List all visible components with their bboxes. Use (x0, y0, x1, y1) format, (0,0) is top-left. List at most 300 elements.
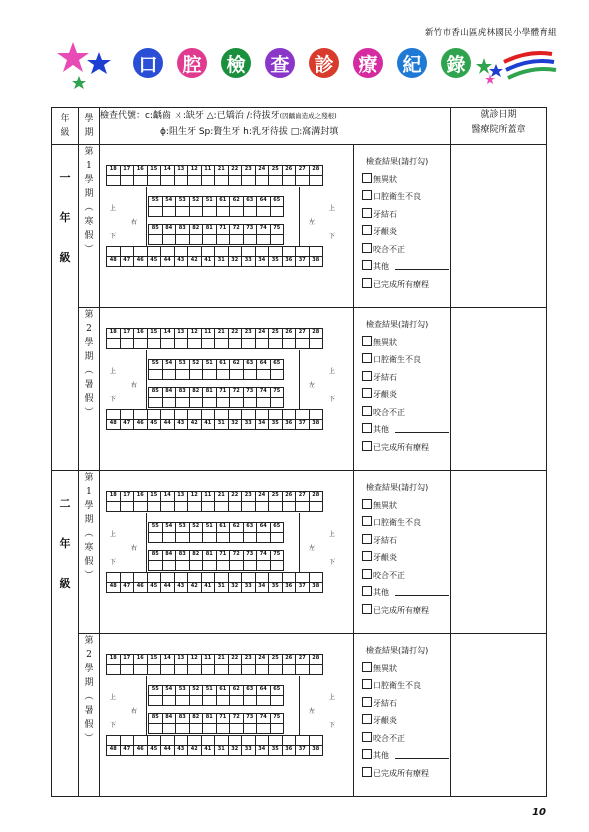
result-checkbox[interactable] (362, 569, 372, 579)
tooth-mark-cell[interactable] (269, 247, 283, 257)
tooth-number: 28 (309, 655, 323, 665)
tooth-mark-cell[interactable] (309, 410, 323, 420)
tooth-mark-cell[interactable] (255, 502, 269, 512)
tooth-number: 48 (107, 257, 121, 267)
tooth-mark-cell[interactable] (134, 247, 148, 257)
tooth-mark-cell[interactable] (188, 665, 202, 675)
tooth-mark-cell[interactable] (255, 410, 269, 420)
tooth-number: 33 (242, 583, 256, 593)
tooth-number: 74 (257, 388, 271, 398)
tooth-mark-cell[interactable] (161, 410, 175, 420)
tooth-number: 13 (174, 329, 188, 339)
exam-result-title: 檢查結果(請打勾) (366, 157, 429, 166)
result-item[interactable] (362, 421, 449, 439)
tooth-mark-cell[interactable] (309, 247, 323, 257)
tooth-mark-cell[interactable] (269, 176, 283, 186)
quadrant-label: 右 (131, 219, 138, 226)
tooth-mark-cell[interactable] (120, 573, 134, 583)
tooth-mark-cell[interactable] (201, 247, 215, 257)
tooth-mark-cell[interactable] (296, 339, 310, 349)
tooth-mark-cell[interactable] (228, 410, 242, 420)
tooth-mark-cell[interactable] (161, 339, 175, 349)
tooth-mark-cell[interactable] (215, 502, 229, 512)
result-checkbox[interactable] (362, 353, 372, 363)
codes-line2: ϕ:阻生牙 Sp:贅生牙 h:乳牙待拔 □:窩溝封填 (160, 127, 339, 137)
tooth-mark-cell[interactable] (269, 502, 283, 512)
tooth-mark-cell[interactable] (147, 247, 161, 257)
result-item[interactable] (362, 188, 449, 206)
tooth-chart (100, 145, 353, 305)
tooth-number: 28 (309, 492, 323, 502)
result-item[interactable] (362, 351, 449, 369)
grade-label: 一 年 級 (52, 145, 79, 471)
tooth-mark-cell[interactable] (215, 573, 229, 583)
result-item[interactable] (362, 223, 449, 241)
tooth-mark-cell[interactable] (147, 176, 161, 186)
tooth-mark-cell[interactable] (215, 247, 229, 257)
tooth-number: 44 (161, 583, 175, 593)
codes-line1: c:齲齒 ㄨ:缺牙 △:已矯治 /:待拔牙 (145, 111, 280, 121)
tooth-mark-cell[interactable] (269, 410, 283, 420)
result-item[interactable] (362, 747, 449, 765)
result-item[interactable] (362, 712, 449, 730)
tooth-chart-cell (100, 471, 354, 634)
tooth-number: 48 (107, 420, 121, 430)
tooth-mark-cell[interactable] (296, 247, 310, 257)
tooth-mark-cell[interactable] (134, 502, 148, 512)
tooth-mark-cell[interactable] (174, 573, 188, 583)
tooth-mark-cell[interactable] (120, 339, 134, 349)
tooth-number: 37 (296, 257, 310, 267)
term-label: 第 1 學 期 ︵ 寒 假 ︶ (79, 145, 100, 308)
tooth-number: 35 (269, 583, 283, 593)
tooth-number: 17 (120, 655, 134, 665)
tooth-mark-cell[interactable] (309, 665, 323, 675)
tooth-number: 73 (243, 225, 257, 235)
tooth-mark-cell[interactable] (107, 176, 121, 186)
result-checkbox[interactable] (362, 371, 372, 381)
result-checkbox[interactable] (362, 499, 372, 509)
tooth-mark-cell[interactable] (282, 573, 296, 583)
tooth-mark-cell[interactable] (242, 247, 256, 257)
tooth-mark-cell[interactable] (134, 176, 148, 186)
result-item[interactable] (362, 369, 449, 387)
other-input-line[interactable] (395, 750, 449, 759)
tooth-number: 72 (230, 388, 244, 398)
result-checkbox[interactable] (362, 732, 372, 742)
tooth-number: 72 (230, 551, 244, 561)
tooth-mark-cell[interactable] (242, 736, 256, 746)
tooth-number: 17 (120, 492, 134, 502)
tooth-number: 72 (230, 225, 244, 235)
quadrant-label: 下 (329, 722, 336, 729)
result-item[interactable] (362, 695, 449, 713)
tooth-mark-cell[interactable] (228, 736, 242, 746)
tooth-mark-cell[interactable] (161, 665, 175, 675)
tooth-number: 41 (201, 583, 215, 593)
tooth-mark-cell[interactable] (269, 736, 283, 746)
tooth-mark-cell[interactable] (161, 502, 175, 512)
tooth-mark-cell[interactable] (215, 339, 229, 349)
term-label: 第 1 學 期 ︵ 寒 假 ︶ (79, 471, 100, 634)
tooth-number: 82 (189, 225, 203, 235)
tooth-mark-cell[interactable] (120, 247, 134, 257)
result-checkbox[interactable] (362, 173, 372, 183)
tooth-number: 16 (134, 329, 148, 339)
tooth-mark-cell[interactable] (174, 665, 188, 675)
result-item[interactable] (362, 584, 449, 602)
result-item[interactable] (362, 276, 449, 294)
tooth-mark-cell[interactable] (134, 573, 148, 583)
tooth-mark-cell[interactable] (174, 736, 188, 746)
result-checkbox[interactable] (362, 662, 372, 672)
tooth-number: 74 (257, 225, 271, 235)
result-item-label: 口腔衛生不良 (373, 681, 421, 690)
tooth-mark-cell[interactable] (296, 573, 310, 583)
result-item[interactable] (362, 497, 449, 515)
tooth-number: 71 (216, 225, 230, 235)
tooth-mark-cell[interactable] (255, 573, 269, 583)
result-item[interactable] (362, 532, 449, 550)
tooth-mark-cell[interactable] (188, 736, 202, 746)
tooth-number: 73 (243, 388, 257, 398)
tooth-mark-cell[interactable] (107, 573, 121, 583)
result-item[interactable] (362, 677, 449, 695)
tooth-number: 26 (282, 329, 296, 339)
tooth-mark-cell[interactable] (107, 339, 121, 349)
tooth-mark-cell[interactable] (201, 410, 215, 420)
tooth-mark-cell[interactable] (215, 736, 229, 746)
tooth-mark-cell[interactable] (188, 573, 202, 583)
tooth-mark-cell[interactable] (269, 665, 283, 675)
tooth-mark-cell[interactable] (120, 736, 134, 746)
visit-stamp-cell[interactable] (451, 308, 547, 471)
result-checkbox[interactable] (362, 225, 372, 235)
tooth-number: 25 (269, 492, 283, 502)
result-checkbox[interactable] (362, 516, 372, 526)
tooth-number: 72 (230, 714, 244, 724)
visit-stamp-cell[interactable] (451, 145, 547, 308)
tooth-number: 33 (242, 257, 256, 267)
tooth-mark-cell[interactable] (242, 573, 256, 583)
result-item[interactable] (362, 549, 449, 567)
visit-stamp-cell[interactable] (451, 471, 547, 634)
quadrant-label: 下 (110, 722, 117, 729)
result-checkbox[interactable] (362, 604, 372, 614)
tooth-mark-cell[interactable] (201, 665, 215, 675)
result-item-label: 其他 (373, 588, 389, 597)
tooth-number: 63 (243, 360, 257, 370)
tooth-mark-cell[interactable] (107, 736, 121, 746)
visit-header (451, 108, 547, 145)
tooth-mark-cell[interactable] (107, 410, 121, 420)
header-grade-label: 年 級 (60, 114, 70, 138)
tooth-mark-cell[interactable] (174, 339, 188, 349)
result-checkbox[interactable] (362, 441, 372, 451)
tooth-number: 21 (215, 166, 229, 176)
tooth-number: 33 (242, 746, 256, 756)
result-item[interactable] (362, 730, 449, 748)
tooth-number: 26 (282, 166, 296, 176)
result-checkbox[interactable] (362, 406, 372, 416)
tooth-number: 85 (149, 388, 163, 398)
tooth-mark-cell[interactable] (228, 339, 242, 349)
tooth-mark-cell[interactable] (269, 339, 283, 349)
tooth-number: 71 (216, 388, 230, 398)
tooth-mark-cell[interactable] (174, 410, 188, 420)
tooth-number: 54 (162, 686, 176, 696)
tooth-number: 13 (174, 492, 188, 502)
result-checkbox[interactable] (362, 260, 372, 270)
tooth-number: 32 (228, 583, 242, 593)
result-checkbox[interactable] (362, 697, 372, 707)
tooth-mark-cell[interactable] (282, 176, 296, 186)
result-item[interactable] (362, 660, 449, 678)
tooth-number: 81 (203, 714, 217, 724)
result-checkbox[interactable] (362, 534, 372, 544)
tooth-mark-cell[interactable] (255, 736, 269, 746)
tooth-number: 62 (230, 686, 244, 696)
tooth-mark-cell[interactable] (309, 502, 323, 512)
tooth-mark-cell[interactable] (134, 665, 148, 675)
tooth-mark-cell[interactable] (255, 247, 269, 257)
tooth-mark-cell[interactable] (215, 410, 229, 420)
result-checkbox[interactable] (362, 208, 372, 218)
tooth-mark-cell[interactable] (309, 736, 323, 746)
result-item[interactable] (362, 206, 449, 224)
quadrant-label: 上 (329, 205, 336, 212)
tooth-mark-cell[interactable] (107, 247, 121, 257)
result-checkbox[interactable] (362, 551, 372, 561)
tooth-number: 18 (107, 166, 121, 176)
other-input-line[interactable] (395, 261, 449, 270)
tooth-number: 61 (216, 686, 230, 696)
result-item[interactable] (362, 404, 449, 422)
tooth-number: 25 (269, 329, 283, 339)
tooth-mark-cell[interactable] (147, 665, 161, 675)
tooth-mark-cell[interactable] (228, 502, 242, 512)
tooth-chart (100, 471, 353, 631)
tooth-mark-cell[interactable] (309, 339, 323, 349)
tooth-mark-cell[interactable] (147, 410, 161, 420)
tooth-number: 38 (309, 420, 323, 430)
result-checkbox[interactable] (362, 423, 372, 433)
tooth-mark-cell[interactable] (242, 339, 256, 349)
tooth-mark-cell[interactable] (296, 410, 310, 420)
tooth-mark-cell[interactable] (242, 410, 256, 420)
result-checkbox[interactable] (362, 767, 372, 777)
quadrant-label: 右 (131, 382, 138, 389)
tooth-number: 51 (203, 360, 217, 370)
tooth-number: 16 (134, 655, 148, 665)
result-checkbox[interactable] (362, 749, 372, 759)
tooth-mark-cell[interactable] (282, 665, 296, 675)
tooth-mark-cell[interactable] (269, 573, 283, 583)
result-checkbox[interactable] (362, 243, 372, 253)
arch-outline (146, 187, 300, 247)
tooth-mark-cell[interactable] (188, 502, 202, 512)
tooth-number: 42 (188, 257, 202, 267)
result-item[interactable] (362, 567, 449, 585)
tooth-mark-cell[interactable] (282, 502, 296, 512)
result-item[interactable] (362, 171, 449, 189)
tooth-number: 84 (162, 714, 176, 724)
tooth-mark-cell[interactable] (309, 176, 323, 186)
tooth-mark-cell[interactable] (255, 665, 269, 675)
tooth-number: 45 (147, 583, 161, 593)
result-checkbox[interactable] (362, 190, 372, 200)
tooth-mark-cell[interactable] (161, 573, 175, 583)
tooth-number: 54 (162, 360, 176, 370)
quadrant-label: 左 (309, 219, 316, 226)
result-item[interactable] (362, 765, 449, 783)
tooth-mark-cell[interactable] (147, 736, 161, 746)
tooth-number: 44 (161, 420, 175, 430)
tooth-number: 17 (120, 329, 134, 339)
quadrant-label: 上 (110, 368, 117, 375)
tooth-mark-cell[interactable] (228, 573, 242, 583)
tooth-number: 55 (149, 360, 163, 370)
tooth-mark-cell[interactable] (296, 176, 310, 186)
tooth-number: 62 (230, 523, 244, 533)
tooth-number: 83 (176, 551, 190, 561)
tooth-mark-cell[interactable] (147, 573, 161, 583)
result-item[interactable] (362, 241, 449, 259)
tooth-number: 84 (162, 225, 176, 235)
tooth-mark-cell[interactable] (188, 176, 202, 186)
codes-note: (因齲齒造成之殘根) (279, 112, 337, 120)
tooth-mark-cell[interactable] (147, 339, 161, 349)
tooth-mark-cell[interactable] (242, 502, 256, 512)
tooth-mark-cell[interactable] (120, 502, 134, 512)
tooth-mark-cell[interactable] (174, 502, 188, 512)
result-item[interactable] (362, 258, 449, 276)
tooth-number: 11 (201, 329, 215, 339)
tooth-mark-cell[interactable] (174, 247, 188, 257)
tooth-mark-cell[interactable] (201, 502, 215, 512)
tooth-number: 24 (255, 655, 269, 665)
tooth-mark-cell[interactable] (228, 665, 242, 675)
header-term (79, 108, 100, 145)
tooth-mark-cell[interactable] (174, 176, 188, 186)
visit-stamp-cell[interactable] (451, 634, 547, 797)
tooth-number: 44 (161, 257, 175, 267)
tooth-mark-cell[interactable] (201, 573, 215, 583)
tooth-mark-cell[interactable] (296, 665, 310, 675)
title (133, 48, 471, 78)
title-char: 錄 (441, 48, 471, 78)
tooth-mark-cell[interactable] (188, 247, 202, 257)
tooth-chart-cell (100, 308, 354, 471)
tooth-number: 61 (216, 523, 230, 533)
result-checkbox[interactable] (362, 388, 372, 398)
tooth-mark-cell[interactable] (296, 502, 310, 512)
result-checkbox[interactable] (362, 679, 372, 689)
tooth-mark-cell[interactable] (161, 736, 175, 746)
tooth-mark-cell[interactable] (161, 176, 175, 186)
title-char: 紀 (397, 48, 427, 78)
tooth-mark-cell[interactable] (120, 410, 134, 420)
tooth-number: 82 (189, 714, 203, 724)
tooth-mark-cell[interactable] (309, 573, 323, 583)
result-item[interactable] (362, 439, 449, 457)
tooth-mark-cell[interactable] (242, 176, 256, 186)
tooth-mark-cell[interactable] (188, 410, 202, 420)
tooth-number: 31 (215, 583, 229, 593)
tooth-number: 84 (162, 388, 176, 398)
tooth-mark-cell[interactable] (282, 410, 296, 420)
result-item-label: 咬合不正 (373, 407, 405, 417)
result-item-label: 已完成所有療程 (373, 442, 429, 452)
other-input-line[interactable] (395, 424, 449, 433)
stars-right-icon (470, 44, 560, 102)
tooth-number: 64 (257, 523, 271, 533)
tooth-mark-cell[interactable] (282, 247, 296, 257)
tooth-mark-cell[interactable] (147, 502, 161, 512)
result-item[interactable] (362, 602, 449, 620)
tooth-number: 75 (270, 714, 284, 724)
result-item-label: 咬合不正 (373, 733, 405, 743)
tooth-mark-cell[interactable] (255, 176, 269, 186)
tooth-mark-cell[interactable] (120, 665, 134, 675)
tooth-mark-cell[interactable] (242, 665, 256, 675)
tooth-number: 33 (242, 420, 256, 430)
result-checkbox[interactable] (362, 714, 372, 724)
result-checkbox[interactable] (362, 278, 372, 288)
result-item[interactable] (362, 334, 449, 352)
tooth-mark-cell[interactable] (215, 665, 229, 675)
tooth-number: 64 (257, 360, 271, 370)
tooth-mark-cell[interactable] (255, 339, 269, 349)
tooth-number: 51 (203, 197, 217, 207)
tooth-number: 13 (174, 655, 188, 665)
tooth-number: 53 (176, 686, 190, 696)
tooth-mark-cell[interactable] (201, 736, 215, 746)
arch-outline (146, 513, 300, 573)
tooth-mark-cell[interactable] (107, 665, 121, 675)
result-checkbox[interactable] (362, 336, 372, 346)
term-label: 第 2 學 期 ︵ 暑 假 ︶ (79, 308, 100, 471)
tooth-mark-cell[interactable] (107, 502, 121, 512)
result-item[interactable] (362, 514, 449, 532)
tooth-mark-cell[interactable] (201, 176, 215, 186)
tooth-number: 53 (176, 197, 190, 207)
tooth-mark-cell[interactable] (228, 176, 242, 186)
tooth-mark-cell[interactable] (215, 176, 229, 186)
result-item-label: 口腔衛生不良 (373, 518, 421, 527)
tooth-mark-cell[interactable] (134, 410, 148, 420)
tooth-mark-cell[interactable] (201, 339, 215, 349)
tooth-number: 51 (203, 686, 217, 696)
tooth-mark-cell[interactable] (134, 736, 148, 746)
tooth-mark-cell[interactable] (282, 339, 296, 349)
result-item[interactable] (362, 386, 449, 404)
tooth-mark-cell[interactable] (188, 339, 202, 349)
quadrant-label: 下 (110, 233, 117, 240)
tooth-number: 61 (216, 360, 230, 370)
quadrant-label: 下 (110, 396, 117, 403)
tooth-mark-cell[interactable] (296, 736, 310, 746)
tooth-mark-cell[interactable] (161, 247, 175, 257)
tooth-mark-cell[interactable] (228, 247, 242, 257)
quadrant-label: 左 (309, 545, 316, 552)
tooth-mark-cell[interactable] (120, 176, 134, 186)
tooth-mark-cell[interactable] (282, 736, 296, 746)
tooth-number: 37 (296, 583, 310, 593)
other-input-line[interactable] (395, 587, 449, 596)
result-checkbox[interactable] (362, 586, 372, 596)
tooth-mark-cell[interactable] (134, 339, 148, 349)
